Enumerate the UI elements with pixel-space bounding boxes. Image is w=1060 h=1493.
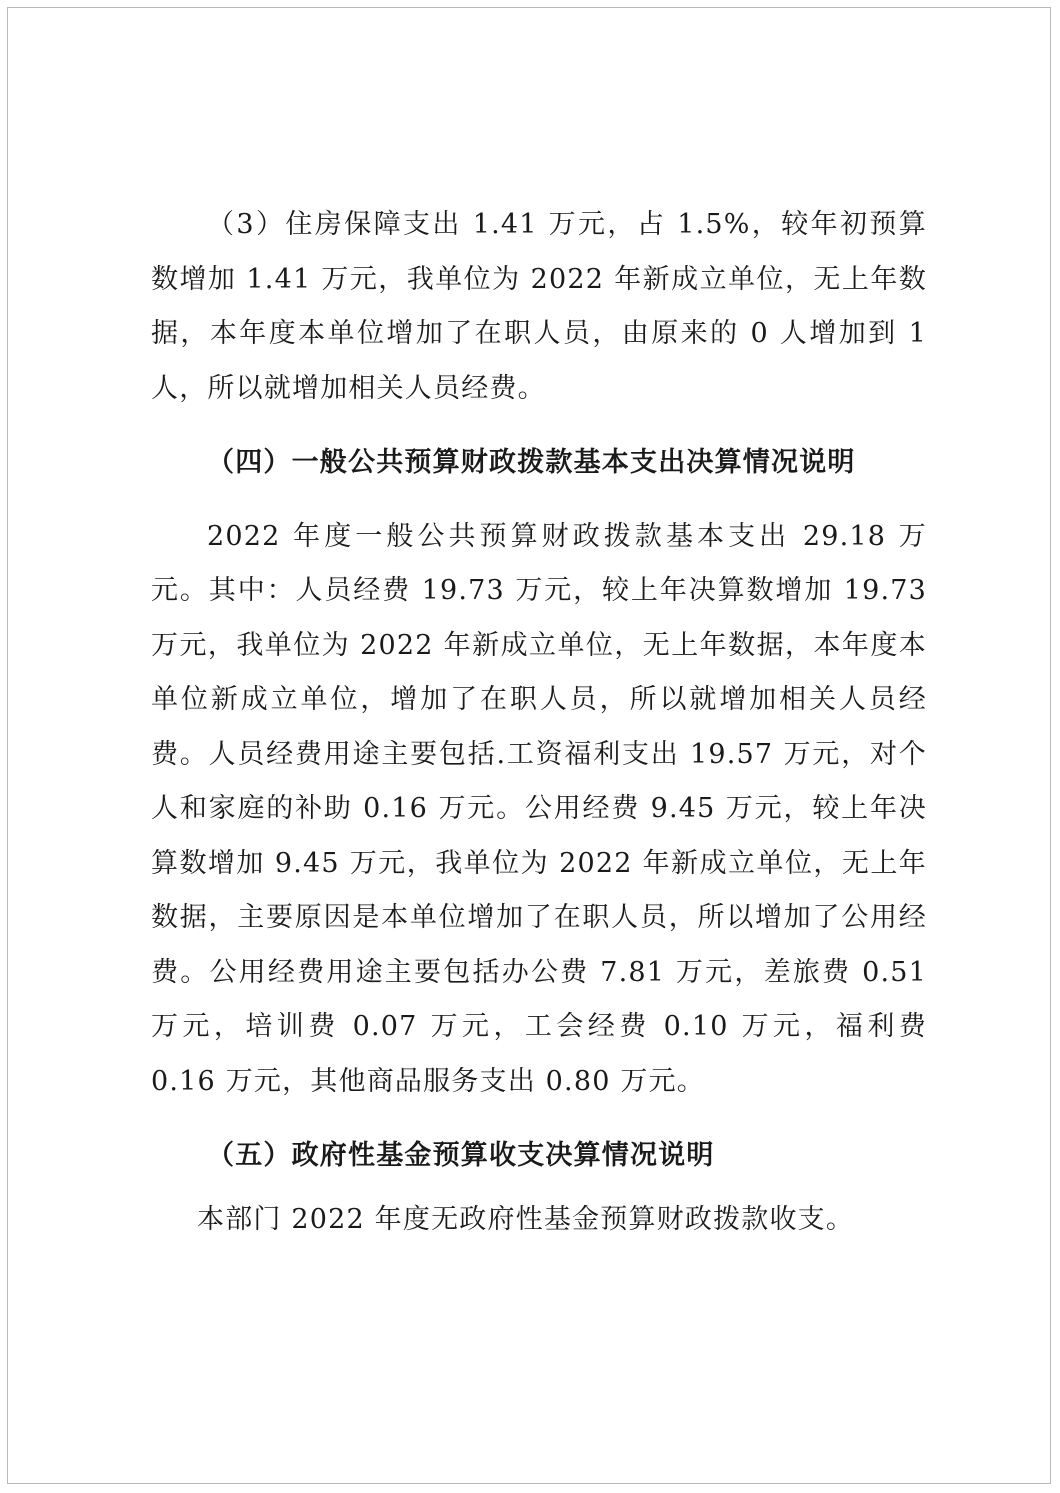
document-body: [151, 198, 927, 1247]
basic-expenditure-heading: （四）一般公共预算财政拨款基本支出决算情况说明: [207, 447, 856, 478]
government-fund-heading: （五）政府性基金预算收支决算情况说明: [207, 1140, 715, 1171]
document-page: [7, 7, 1051, 1484]
basic-expenditure-paragraph: 2022 年度一般公共预算财政拨款基本支出 29.18 万元。其中：人员经费 19.73 万元，较上年决算数增加 19.73 万元，我单位为 2022 年新成立单位，无上年数据，本年度本单位新成立单位，增加了在职人员，所以就增加相关人员经费。人员经费用途主要包括.工资福利支出 19.57 万元，对个人和家庭的补助 0.16 万元。公用经费 9.45 万元，较上年决算数增加 9.45 万元，我单位为 2022 年新成立单位，无上年数据，主要原因是本单位增加了在职人员，所以增加了公用经费。公用经费用途主要包括办公费 7.81 万元，差旅费 0.51 万元，培训费 0.07 万元，工会经费 0.10 万元，福利费 0.16 万元，其他商品服务支出 0.80 万元。: [151, 520, 927, 1097]
housing-expenditure-paragraph: （3）住房保障支出 1.41 万元，占 1.5%，较年初预算数增加 1.41 万元，我单位为 2022 年新成立单位，无上年数据，本年度本单位增加了在职人员，由原来的 0 人增加到 1 人，所以就增加相关人员经费。: [151, 209, 927, 404]
government-fund-paragraph: 本部门 2022 年度无政府性基金预算财政拨款收支。: [197, 1203, 855, 1235]
